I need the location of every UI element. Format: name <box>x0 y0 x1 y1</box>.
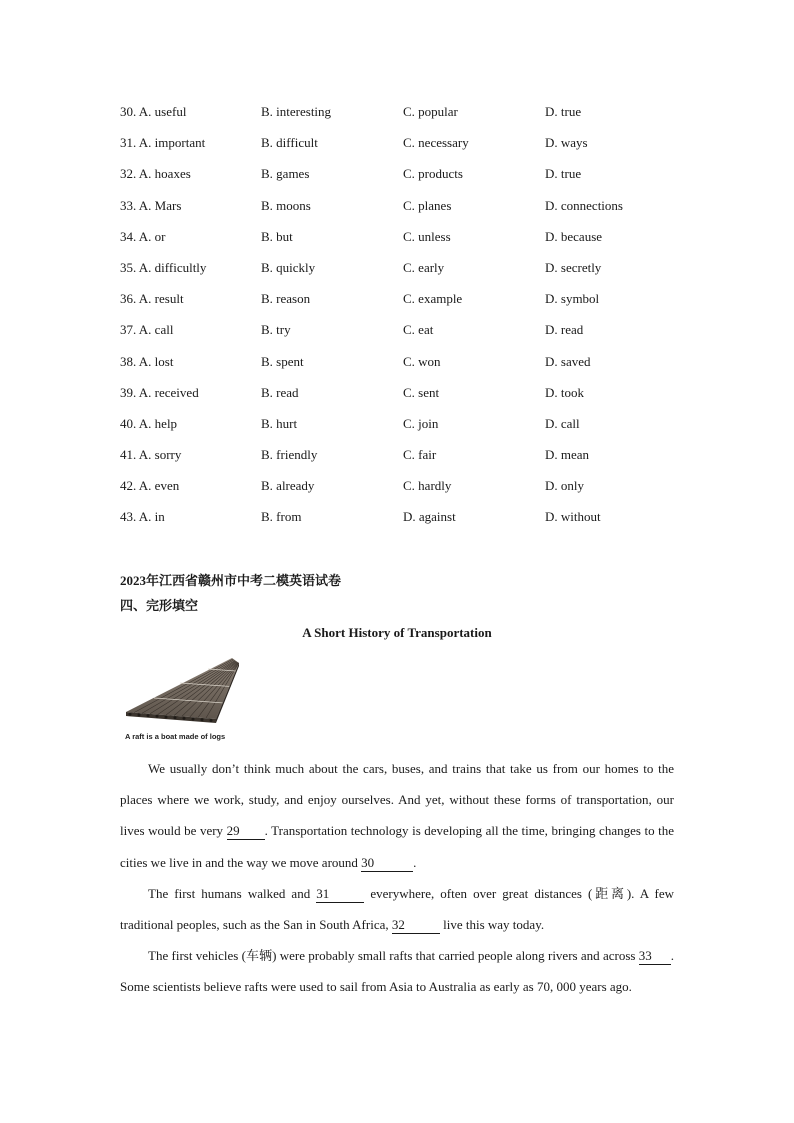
option-row-32 <box>120 163 680 194</box>
paragraph-text: live this way today. <box>439 917 545 933</box>
paragraph-text: We usually don’t think much about the cars, buses, and trains that take us from our homes to the places where we work, study, and enjoy ourselves. And yet, without these forms of transportation, our lives would be very <box>120 761 674 839</box>
option-row-34 <box>120 226 680 257</box>
answer-options-list <box>120 101 680 538</box>
blank-33: 33 <box>639 948 671 965</box>
option-c: C. early <box>403 259 445 275</box>
option-a: 36. A. result <box>120 291 184 307</box>
paragraph-text: . Transportation technology is developing all the time, bringing changes to the cities we live in and the way we move around <box>120 823 675 870</box>
option-d: D. mean <box>545 447 590 463</box>
option-d: D. took <box>545 384 584 400</box>
option-d: D. ways <box>545 135 588 151</box>
option-a: 42. A. even <box>120 478 180 494</box>
option-row-41 <box>120 444 680 475</box>
option-b: B. already <box>261 478 315 494</box>
option-c: C. popular <box>403 104 458 119</box>
option-row-37 <box>120 319 680 350</box>
option-a: 38. A. lost <box>120 353 174 369</box>
option-c: D. against <box>403 509 456 525</box>
option-row-33 <box>120 195 680 226</box>
paragraph-text: The first vehicles (车辆) were probably small rafts that carried people along rivers and across <box>148 948 639 964</box>
option-d: D. saved <box>545 353 591 369</box>
option-d: D. symbol <box>545 291 600 307</box>
option-b: B. interesting <box>261 104 332 119</box>
option-b: B. spent <box>261 353 304 369</box>
option-a: 41. A. sorry <box>120 447 182 463</box>
option-d: D. call <box>545 415 580 431</box>
blank-29: 29 <box>227 823 265 840</box>
option-d: D. secretly <box>545 259 602 275</box>
option-b: B. reason <box>261 291 311 307</box>
passage-body <box>120 753 674 1003</box>
option-row-30 <box>120 101 680 132</box>
option-a: 43. A. in <box>120 509 165 525</box>
option-row-36 <box>120 288 680 319</box>
option-c: C. won <box>403 353 441 369</box>
option-b: B. hurt <box>261 415 298 431</box>
option-b: B. difficult <box>261 135 318 151</box>
option-row-35 <box>120 257 680 288</box>
option-c: C. unless <box>403 228 451 244</box>
option-b: B. moons <box>261 197 311 213</box>
option-a: 30. A. useful <box>120 104 187 119</box>
passage-paragraph-1 <box>120 753 674 878</box>
option-c: C. hardly <box>403 478 452 494</box>
option-b: B. but <box>261 228 293 244</box>
option-c: C. sent <box>403 384 440 400</box>
option-row-31 <box>120 132 680 163</box>
option-a: 39. A. received <box>120 384 199 400</box>
exam-title: 2023年江西省赣州市中考二模英语试卷 <box>120 573 342 588</box>
option-a: 34. A. or <box>120 228 166 244</box>
option-c: C. example <box>403 291 463 307</box>
paragraph-text: . Some scientists believe rafts were used to sail from Asia to Australia as early as 70, 000 years ago. <box>120 948 674 995</box>
option-b: B. games <box>261 166 310 182</box>
option-d: D. because <box>545 228 603 244</box>
option-c: C. products <box>403 166 463 182</box>
option-b: B. try <box>261 322 291 338</box>
option-b: B. friendly <box>261 447 318 463</box>
option-d: D. true <box>545 166 582 182</box>
option-c: C. fair <box>403 447 437 463</box>
passage-paragraph-3 <box>120 940 674 1002</box>
option-row-42 <box>120 475 680 506</box>
paragraph-text: . <box>413 854 417 870</box>
option-a: 40. A. help <box>120 415 178 431</box>
option-row-39 <box>120 382 680 413</box>
option-c: C. join <box>403 415 439 431</box>
option-a: 32. A. hoaxes <box>120 166 191 182</box>
option-d: D. true <box>545 104 582 119</box>
option-d: D. without <box>545 509 601 525</box>
option-row-43 <box>120 506 680 537</box>
option-b: B. read <box>261 384 299 400</box>
option-row-38 <box>120 351 680 382</box>
option-d: D. read <box>545 322 584 338</box>
option-a: 37. A. call <box>120 322 174 338</box>
image-caption: A raft is a boat made of logs <box>125 732 226 741</box>
section-title: 四、完形填空 <box>120 598 199 613</box>
paragraph-text: everywhere, often over great distances (距离). A few traditional peoples, such as the San in South Africa, <box>120 885 675 933</box>
option-a: 33. A. Mars <box>120 197 182 213</box>
blank-31: 31 <box>316 886 364 903</box>
option-c: C. eat <box>403 322 434 338</box>
blank-32: 32 <box>392 917 440 934</box>
option-c: C. planes <box>403 197 452 213</box>
option-d: D. only <box>545 478 584 494</box>
blank-30: 30 <box>361 855 413 872</box>
option-a: 31. A. important <box>120 135 206 151</box>
option-a: 35. A. difficultly <box>120 259 207 275</box>
option-b: B. quickly <box>261 259 316 275</box>
paragraph-text: The first humans walked and <box>148 885 317 901</box>
option-d: D. connections <box>545 197 623 213</box>
option-row-40 <box>120 413 680 444</box>
passage-title: A Short History of Transportation <box>302 625 492 640</box>
option-c: C. necessary <box>403 135 469 151</box>
option-b: B. from <box>261 509 302 525</box>
passage-paragraph-2 <box>120 878 674 940</box>
